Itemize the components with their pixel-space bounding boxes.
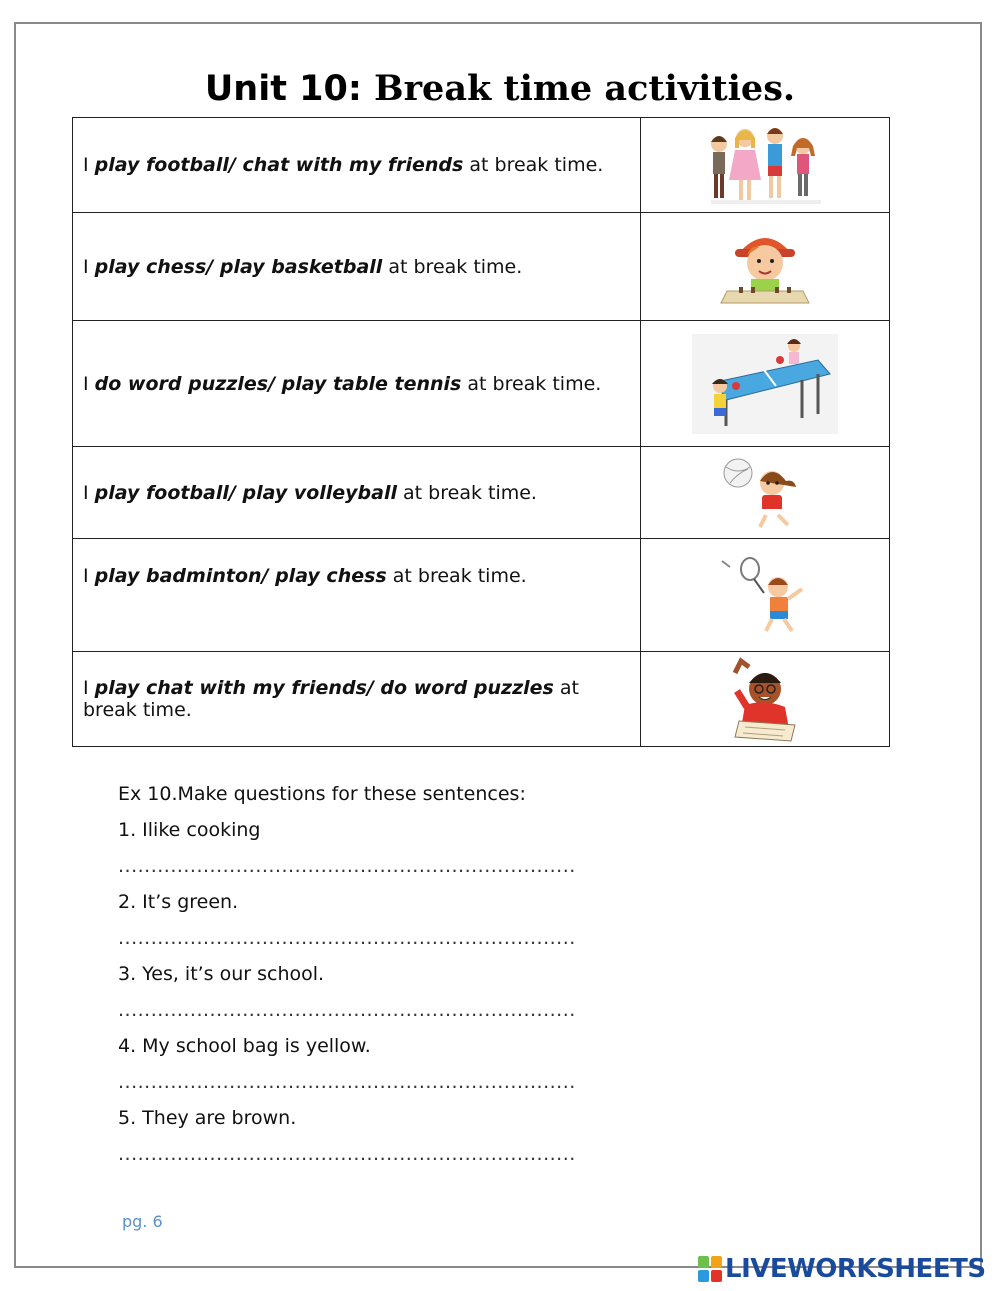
sentence-cell: I play chat with my friends/ do word puzzles at break time. bbox=[73, 652, 641, 747]
title-unit: Unit 10: bbox=[204, 69, 362, 109]
table-row bbox=[73, 321, 890, 447]
picture-cell bbox=[641, 539, 890, 652]
table-row bbox=[73, 118, 890, 213]
sentence-cell: I play badminton/ play chess at break time. bbox=[73, 539, 641, 652]
table-row bbox=[73, 652, 890, 747]
page-number: pg. 6 bbox=[122, 1212, 163, 1231]
liveworksheets-logo[interactable] bbox=[698, 1254, 986, 1284]
exercise-item: 3. Yes, it’s our school. bbox=[118, 963, 325, 985]
page-title bbox=[0, 68, 1000, 109]
picture-cell bbox=[641, 321, 890, 447]
picture-cell bbox=[641, 447, 890, 539]
activity-choice: play chess/ play basketball bbox=[94, 255, 383, 278]
sentence-cell: I play football/ play volleyball at break time. bbox=[73, 447, 641, 539]
children-chatting-picture bbox=[705, 122, 825, 208]
activity-choice: play football/ chat with my friends bbox=[94, 154, 464, 176]
liveworksheets-logo-icon bbox=[698, 1256, 722, 1282]
activities-table bbox=[72, 117, 890, 747]
sentence-cell: I do word puzzles/ play table tennis at break time. bbox=[73, 321, 641, 447]
table-row bbox=[73, 539, 890, 652]
answer-line[interactable]: ...................................................................... bbox=[118, 1071, 576, 1093]
activity-choice: play football/ play volleyball bbox=[94, 481, 397, 504]
activity-choice: do word puzzles/ play table tennis bbox=[94, 372, 462, 395]
table-row bbox=[73, 213, 890, 321]
exercise-item: 1. Ilike cooking bbox=[118, 819, 261, 841]
answer-line[interactable]: ...................................................................... bbox=[118, 999, 576, 1021]
sentence-cell: I play chess/ play basketball at break time. bbox=[73, 213, 641, 321]
boy-playing-chess-picture bbox=[717, 225, 813, 309]
boy-word-puzzle-picture bbox=[715, 655, 815, 743]
activity-choice: play chat with my friends/ do word puzzles bbox=[94, 677, 554, 699]
picture-cell bbox=[641, 652, 890, 747]
boy-badminton-picture bbox=[710, 553, 820, 637]
answer-line[interactable]: ...................................................................... bbox=[118, 855, 576, 877]
picture-cell bbox=[641, 118, 890, 213]
girl-volleyball-picture bbox=[710, 453, 820, 533]
exercise-item: 2. It’s green. bbox=[118, 891, 239, 913]
brand-name: LIVEWORKSHEETS bbox=[725, 1254, 986, 1284]
sentence-cell: I play football/ chat with my friends at break time. bbox=[73, 118, 641, 213]
answer-line[interactable]: ...................................................................... bbox=[118, 927, 576, 949]
title-text: Break time activities. bbox=[374, 68, 796, 109]
exercise-heading: Ex 10.Make questions for these sentences: bbox=[118, 783, 526, 805]
kids-table-tennis-picture bbox=[692, 334, 838, 434]
exercise-section bbox=[118, 782, 576, 1178]
table-row bbox=[73, 447, 890, 539]
picture-cell bbox=[641, 213, 890, 321]
answer-line[interactable]: ...................................................................... bbox=[118, 1143, 576, 1165]
exercise-item: 5. They are brown. bbox=[118, 1107, 297, 1129]
activity-choice: play badminton/ play chess bbox=[94, 565, 387, 587]
exercise-item: 4. My school bag is yellow. bbox=[118, 1035, 371, 1057]
